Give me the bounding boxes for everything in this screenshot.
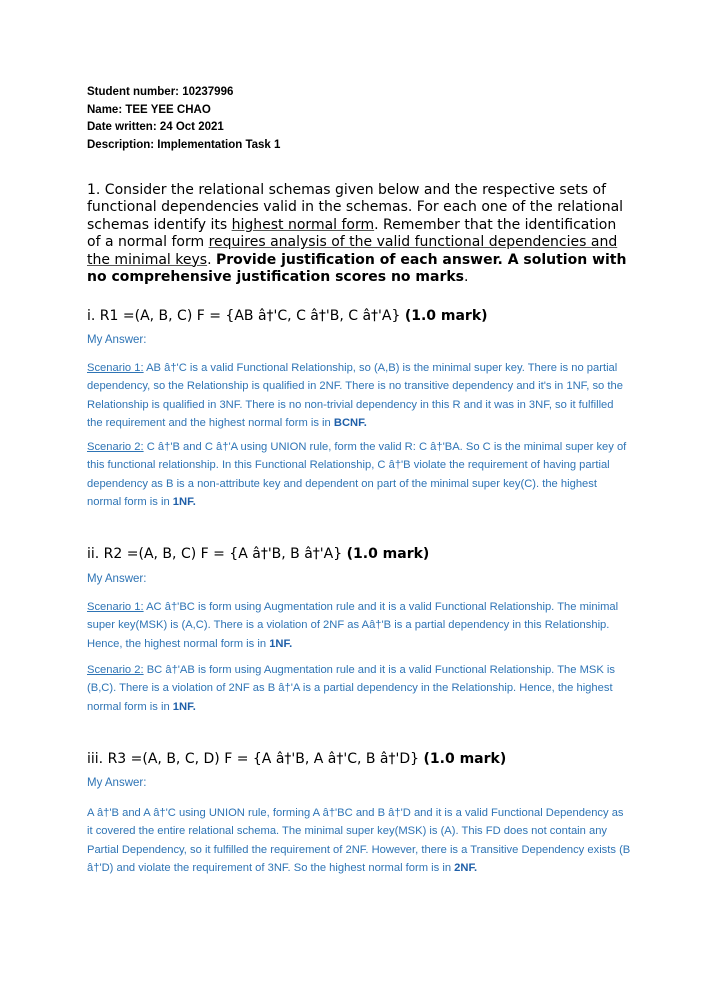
description: Description: Implementation Task 1 — [87, 138, 281, 151]
heading-text: i. R1 =(A, B, C) F = {AB â†'C, C â†'B, C â†'A} — [87, 308, 405, 324]
heading-mark: (1.0 mark) — [423, 751, 507, 767]
answer-text: A â†'B and A â†'C using UNION rule, forming A â†'BC and B â†'D and it is a valid Functional Dependency as it covered the entire relational schema. The minimal super key(MSK) is (A). This FD does not contain any Partial Dependency, so it fulfilled the requirement of 2NF. However, there is a Transitive Dependency exists (B â†'D) and violate the requirement of 3NF. So the highest normal form is in — [87, 807, 631, 874]
heading-text: iii. R3 =(A, B, C, D) F = {A â†'B, A â†'C, B â†'D} — [87, 751, 424, 767]
intro-underlined-1: highest normal form — [231, 216, 375, 233]
intro-text: 1. Consider the relational schemas given below and the respective sets of functional dependencies valid in the schemas. For each one of the relational schemas identify its — [87, 182, 624, 233]
intro-underlined-2: requires analysis of the valid functional dependencies and the minimal keys — [87, 234, 618, 268]
scenario-text: AB â†'C is a valid Functional Relationship, so (A,B) is the minimal super key. There is no partial dependency, so the Relationship is qualified in 2NF. There is no transitive dependency and it's in 1NF, so the Relationship is qualified in 3NF. There is no non-trivial dependency in this R and it was in 3NF, so it fulfilled the requirement and the highest normal form is in — [87, 362, 623, 429]
scenario-paragraph — [87, 661, 632, 716]
scenario-text: C â†'B and C â†'A using UNION rule, form the valid R: C â†'BA. So C is the minimal super key of this functional relationship. In this Functional Relationship, C â†'B violate the requirement of having partial dependency as B is a non-attribute key and dependent on part of the minimal super key(C). the highest normal form is in — [87, 441, 627, 508]
student-header — [87, 84, 280, 154]
section-heading-r1 — [87, 308, 488, 324]
intro-bold: Provide justification of each answer. A solution with no comprehensive justification scores no marks — [87, 251, 627, 286]
my-answer-label: My Answer: — [87, 334, 147, 346]
intro-text: . — [207, 251, 216, 268]
scenario-result: 1NF. — [269, 637, 293, 650]
scenario-result: 1NF. — [172, 495, 196, 508]
intro-text: . — [464, 269, 469, 286]
student-name: Name: TEE YEE CHAO — [87, 103, 211, 116]
scenario-label: Scenario 1: — [87, 362, 144, 374]
heading-mark: (1.0 mark) — [404, 308, 488, 324]
scenario-paragraph — [87, 438, 632, 511]
answer-paragraph — [87, 804, 632, 877]
scenario-label: Scenario 1: — [87, 601, 144, 613]
section-heading-r2 — [87, 546, 429, 562]
scenario-paragraph — [87, 359, 632, 432]
section-heading-r3 — [87, 751, 506, 767]
student-number: Student number: 10237996 — [87, 86, 234, 98]
scenario-text: BC â†'AB is form using Augmentation rule and it is a valid Functional Relationship. The MSK is (B,C). There is a violation of 2NF as B â†'A is a partial dependency in the Relationship. Hence, the highest normal form is in — [87, 664, 616, 713]
scenario-result: 1NF. — [172, 700, 196, 713]
question-intro — [87, 182, 632, 286]
scenario-text: AC â†'BC is form using Augmentation rule and it is a valid Functional Relationship. The minimal super key(MSK) is (A,C). There is a violation of 2NF as Aâ†'B is a partial dependency in this Relationship. Hence, the highest normal form is in — [87, 601, 619, 650]
scenario-label: Scenario 2: — [87, 441, 144, 453]
scenario-paragraph — [87, 598, 632, 653]
intro-text: . Remember that the identification of a normal form — [87, 216, 617, 251]
my-answer-label: My Answer: — [87, 573, 147, 585]
scenario-label: Scenario 2: — [87, 664, 144, 676]
answer-result: 2NF. — [454, 861, 478, 874]
date-written: Date written: 24 Oct 2021 — [87, 121, 224, 133]
scenario-result: BCNF. — [333, 416, 367, 429]
my-answer-label: My Answer: — [87, 777, 147, 789]
heading-text: ii. R2 =(A, B, C) F = {A â†'B, B â†'A} — [87, 546, 347, 562]
heading-mark: (1.0 mark) — [346, 546, 430, 562]
